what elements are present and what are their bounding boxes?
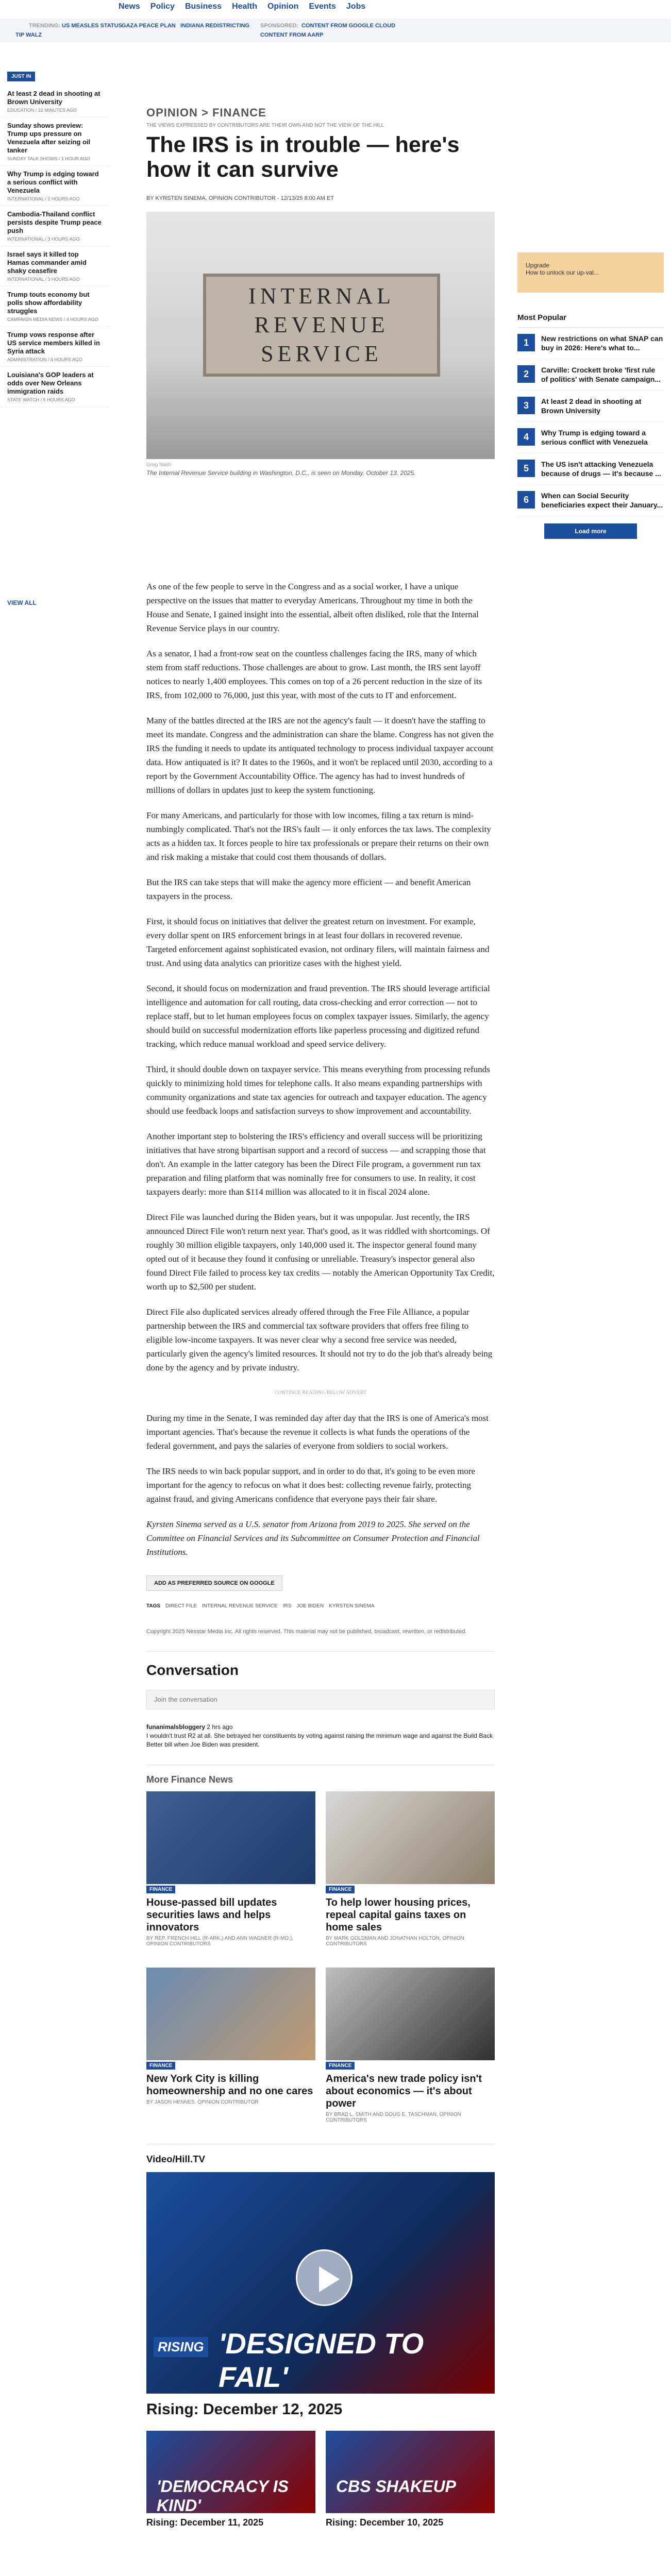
continue-reading-label: CONTINUE READING BELOW ADVERT [274,1390,367,1396]
conversation-section [146,1651,495,1749]
paragraph: For many Americans, and particularly for those with low incomes, filing a tax return is mind-numbingly complicated. That's not the IRS's fault — it only enforces the tax laws. The complexity acts as a hidden tax. It forces people to hire tax professionals or prepare their returns on their own and risk making a mistake that could cost them thousands of dollars. [146,810,491,862]
rank-number: 4 [517,428,535,446]
card-image [326,1968,495,2060]
preferred-source-button[interactable]: ADD AS PREFERRED SOURCE ON GOOGLE [146,1575,282,1591]
paragraph: Direct File also duplicated services already offered through the Free File Alliance, a popular partnership between the IRS and commercial tax software providers that offers free filing to eligible low-income taxpayers. It was never clear why a second free service was needed, particularly given the agency's limited resources. It should not try to do the job that's already being done by the agency and by private industry. [146,1307,493,1372]
rank-number: 2 [517,365,535,383]
video-card-title[interactable]: Rising: December 11, 2025 [146,2517,264,2528]
list-item[interactable] [0,286,109,327]
nav-jobs[interactable]: Jobs [346,2,366,11]
card-image [326,1791,495,1884]
video-thumb [146,2431,315,2513]
list-item[interactable] [517,453,664,485]
tags-label: TAGS [146,1603,161,1609]
sign-line: SERVICE [261,341,382,366]
rising-badge: RISING [154,2337,208,2357]
story-headline[interactable]: Trump touts economy but polls show affordability struggles [7,291,90,315]
nav-events[interactable]: Events [309,2,336,11]
video-card-title[interactable]: Rising: December 10, 2025 [326,2517,444,2528]
sign-line: REVENUE [254,312,389,337]
more-finance-section [146,1765,495,2133]
most-popular-title: Most Popular [517,313,664,328]
list-item[interactable] [517,422,664,453]
breadcrumb[interactable]: OPINION > FINANCE [146,106,266,119]
paragraph: First, it should focus on initiatives that deliver the greatest return on investment. For example, every dollar spent on IRS enforcement brings in at least four dollars in recovered revenue. Targeted enforcement against sophisticated evasion, not ordinary filers, will maintain fairness and trust. And using data analytics can prioritize cases with the highest yield. [146,917,490,968]
paragraph: As one of the few people to serve in the Congress and as a social worker, I have a unique perspective on the issues that matter to everyday Americans. Throughout my time in both the House and Senate, I gained insight into the essential, albeit often disliked, role that the Internal Revenue Service plays in our country. [146,582,479,633]
right-rail [517,252,664,539]
sponsored-item[interactable]: CONTENT FROM AARP [260,32,324,38]
sponsored-item[interactable]: CONTENT FROM GOOGLE CLOUD [301,23,396,29]
sponsored-label: SPONSORED: [260,23,298,29]
featured-video[interactable] [146,2172,495,2394]
rank-number: 6 [517,491,535,509]
ad-copy: How to unlock our up-val... [526,269,599,276]
video-overlay-title: 'DESIGNED TO FAIL' [219,2327,424,2393]
story-meta: EDUCATION / 22 MINUTES AGO [7,108,77,113]
comment-time: 2 hrs ago [207,1723,233,1731]
card-headline[interactable]: To help lower housing prices, repeal capital gains taxes on home sales [326,1897,471,1933]
popular-headline[interactable]: At least 2 dead in shooting at Brown University [541,397,642,415]
story-meta: ADMINISTRATION / 4 HOURS AGO [7,357,82,362]
photo-credit: Greg Nash [146,462,172,468]
popular-headline[interactable]: When can Social Security beneficiaries expect their January... [541,492,663,509]
card-image [146,1968,315,2060]
rank-number: 5 [517,460,535,477]
video-thumb [326,2431,495,2513]
top-navbar [0,0,671,42]
load-more-button[interactable]: Load more [544,523,637,539]
most-popular [517,313,664,539]
card-category: FINANCE [146,1886,175,1893]
video-card[interactable] [326,2431,495,2528]
story-headline[interactable]: At least 2 dead in shooting at Brown University [7,90,100,106]
video-section [146,2144,495,2528]
play-icon[interactable] [296,2249,353,2306]
list-item[interactable] [0,86,109,117]
nav-policy[interactable]: Policy [150,2,175,11]
tag-link[interactable]: KYRSTEN SINEMA [329,1603,375,1609]
trending-bar [0,19,671,42]
comment-user[interactable]: funanimalsbloggery [146,1723,206,1731]
hero-image [146,212,495,459]
byline: BY KYRSTEN SINEMA, OPINION CONTRIBUTOR - 12/13/25 8:00 AM ET [146,195,334,201]
list-item[interactable] [517,328,664,359]
video-section-title: Video/Hill.TV [146,2154,205,2164]
story-headline[interactable]: Trump vows response after US service members killed in Syria attack [7,331,100,355]
card-headline[interactable]: House-passed bill updates securities laws and helps innovators [146,1897,277,1933]
paragraph: Third, it should double down on taxpayer service. This means everything from processing refunds quickly to minimizing hold times for telephone calls. It also means expanding partnerships with community organizations and state tax agencies for outreach and taxpayer education. The agency should use feedback loops and satisfaction surveys to show improvement and accountability. [146,1064,490,1116]
story-headline[interactable]: Cambodia-Thailand conflict persists despite Trump peace push [7,210,102,234]
paragraph: Another important step to bolstering the IRS's efficiency and overall success will be prioritizing initiatives that have strong bipartisan support and a record of success — and scrapping those that don't. An example in the latter category has been the Direct File program, a government run tax preparation and filing platform that was nominally free for consumers to use. In reality, it cost taxpayers dearly: more than $114 million was allocated to it in fiscal 2024 alone. [146,1131,486,1197]
nav-health[interactable]: Health [232,2,257,11]
story-meta: INTERNATIONAL / 3 HOURS AGO [7,277,80,282]
card-category: FINANCE [326,1886,355,1893]
copyright: Copyright 2025 Nexstar Media Inc. All rights reserved. This material may not be published, broadcast, rewritten, or redistributed. [146,1629,467,1635]
list-item[interactable] [0,166,109,206]
popular-headline[interactable]: Carville: Crockett broke 'first rule of politics' with Senate campaign... [541,366,661,383]
news-card[interactable] [326,1791,495,1947]
list-item[interactable] [517,485,664,516]
tag-link[interactable]: IRS [282,1603,292,1609]
card-meta: BY MARK GOLDMAN AND JONATHAN HOLTON, OPINION CONTRIBUTORS [326,1936,464,1947]
nav-opinion[interactable]: Opinion [267,2,299,11]
card-meta: BY JASON HENNES, OPINION CONTRIBUTOR [146,2099,259,2105]
opinion-disclaimer: THE VIEWS EXPRESSED BY CONTRIBUTORS ARE THEIR OWN AND NOT THE VIEW OF THE HILL [146,123,384,128]
article [146,106,495,2528]
card-image [146,1791,315,1884]
list-item[interactable] [517,391,664,422]
story-headline[interactable]: Sunday shows preview: Trump ups pressure on Venezuela after seizing oil tanker [7,122,91,154]
paragraph: Many of the battles directed at the IRS are not the agency's fault — it doesn't have the staffing to meet its mandate. Congress and the administration can share the blame. Congress has not given the IRS the funding it needs to update its antiquated technology to process individual taxpayer account data. How antiquated is it? It dates to the 1960s, and it won't be replaced until 2030, according to a report by the Government Accountability Office. The agency has had to invest hundreds of millions of dollars in updates just to keep the system functioning. [146,716,494,795]
ad-banner[interactable] [517,252,664,293]
popular-headline[interactable]: The US isn't attacking Venezuela because of drugs — it's because ... [541,460,661,478]
nav-business[interactable]: Business [184,2,222,11]
story-meta: CAMPAIGN MEDIA NEWS / 4 HOURS AGO [7,317,98,322]
video-card[interactable] [146,2431,315,2528]
story-headline[interactable]: Louisiana's GOP leaders at odds over New Orleans immigration raids [7,371,94,395]
card-meta: BY BRAD L. SMITH AND DOUG E. TASCHMAN, OPINION CONTRIBUTORS [326,2112,461,2123]
comment-text: I wouldn't trust R2 at all. She betrayed her constituents by voting against raising the minimum wage and against the Build Back Better bill when Joe Biden was president. [146,1732,493,1748]
conversation-title: Conversation [146,1662,239,1678]
video-title[interactable]: Rising: December 12, 2025 [146,2401,343,2418]
card-category: FINANCE [326,2062,355,2070]
trending-item[interactable]: US MEASLES STATUS [62,23,122,29]
just-in-column [0,71,109,407]
join-conversation-input[interactable]: Join the conversation [146,1690,495,1709]
story-meta: INTERNATIONAL / 2 HOURS AGO [7,196,80,201]
paragraph: Second, it should focus on modernization and fraud prevention. The IRS should leverage artificial intelligence and automation for call routing, data cross-checking and error correction — not to replace staff, but to let human employees focus on complex taxpayer issues. Similarly, the agency should build on successful modernization efforts like paperless processing and digitized refund tracking, which reduce manual workload and speed service delivery. [146,984,490,1049]
ad-text [526,262,599,276]
news-card[interactable] [146,1791,315,1947]
ad-brand: Upgrade [526,262,550,269]
story-meta: STATE WATCH / 5 HOURS AGO [7,397,75,402]
just-in-header: JUST IN [7,72,35,81]
story-meta: SUNDAY TALK SHOWS / 1 HOUR AGO [7,156,90,161]
popular-headline[interactable]: Why Trump is edging toward a serious conflict with Venezuela [541,429,648,446]
author-bio: Kyrsten Sinema served as a U.S. senator from Arizona from 2019 to 2025. She served on the Committee on Financial Services and its Subcommittee on Consumer Protection and Financial Institutions. [146,1519,480,1557]
irs-sign-image [203,274,440,377]
story-headline[interactable]: Israel says it killed top Hamas commander amid shaky ceasefire [7,250,87,275]
paragraph: Direct File was launched during the Biden years, but it was unpopular. Just recently, the IRS announced Direct File won't return next year. That's good, as it was riddled with shortcomings. Of roughly 30 million eligible taxpayers, only 140,000 used it. The inspector general found many opted out of it because they found it confusing or unreliable. Treasury's inspector general also found Direct File failed to process key tax credits — notably the American Opportunity Tax Credit, worth up to $2,500 per student. [146,1212,495,1292]
paragraph: As a senator, I had a front-row seat on the countless challenges facing the IRS, many of which stem from staff reductions. Those challenges are about to grow. Last month, the IRS sent layoff notices to nearly 1,400 employees. This comes on top of a 26 percent reduction in the size of its IRS, from 102,000 to 76,000, just this year, with most of the cuts to IT and enforcement. [146,649,482,700]
story-meta: INTERNATIONAL / 3 HOURS AGO [7,236,80,242]
list-item[interactable] [0,367,109,407]
list-item[interactable] [0,206,109,246]
ad-space [146,477,495,580]
card-headline[interactable]: New York City is killing homeownership and no one cares [146,2073,313,2097]
paragraph: But the IRS can take steps that will make the agency more efficient — and benefit American taxpayers in the process. [146,877,471,901]
paragraph: The IRS needs to win back popular support, and in order to do that, it's going to be even more important for the agency to refocus on what it does best: collecting revenue fairly, protecting against fraud, and giving Americans confidence that everyone pays their fair share. [146,1466,476,1504]
list-item[interactable] [0,246,109,286]
list-item[interactable] [517,359,664,391]
comment [146,1723,495,1749]
tag-link[interactable]: DIRECT FILE [165,1603,197,1609]
news-card[interactable] [146,1968,315,2123]
rank-number: 1 [517,334,535,351]
nav-news[interactable]: News [119,2,140,11]
list-item[interactable] [0,117,109,166]
page-title: The IRS is in trouble — here's how it can survive [146,132,460,182]
paragraph: During my time in the Senate, I was reminded day after day that the IRS is one of America's most important agencies. That's because the revenue it collects is what funds the operations of the federal government, and pays the salaries of everyone from soldiers to social workers. [146,1413,489,1451]
popular-headline[interactable]: New restrictions on what SNAP can buy in 2026: Here's what to... [541,334,663,352]
card-headline[interactable]: America's new trade policy isn't about economics — it's about power [326,2073,482,2109]
photo-caption: The Internal Revenue Service building in Washington, D.C., is seen on Monday, October 13, 2025. [146,469,416,477]
list-item[interactable] [0,327,109,367]
tag-link[interactable]: INTERNAL REVENUE SERVICE [202,1603,278,1609]
main-nav [119,2,365,11]
trending-item[interactable]: TIP WALZ [15,32,42,38]
article-body [146,580,495,1559]
news-card[interactable] [326,1968,495,2123]
thumb-title: CBS SHAKEUP [336,2477,456,2496]
more-finance-title: More Finance News [146,1774,233,1785]
card-category: FINANCE [146,2062,175,2070]
view-all-link[interactable]: VIEW ALL [7,599,37,606]
video-list [146,2431,495,2528]
story-headline[interactable]: Why Trump is edging toward a serious conflict with Venezuela [7,170,99,194]
tag-link[interactable]: JOE BIDEN [296,1603,324,1609]
sign-line: INTERNAL [248,283,395,309]
trending-item[interactable]: INDIANA REDISTRICTING [180,23,250,29]
cards-grid [146,1791,495,2133]
trending-item[interactable]: GAZA PEACE PLAN [122,23,176,29]
tags [146,1603,495,1609]
rank-number: 3 [517,397,535,414]
card-meta: BY REP. FRENCH HILL (R-ARK.) AND ANN WAGNER (R-MO.), OPINION CONTRIBUTORS [146,1936,294,1947]
thumb-title: 'DEMOCRACY IS KIND' [157,2477,289,2515]
trending-label: TRENDING: [29,23,61,29]
